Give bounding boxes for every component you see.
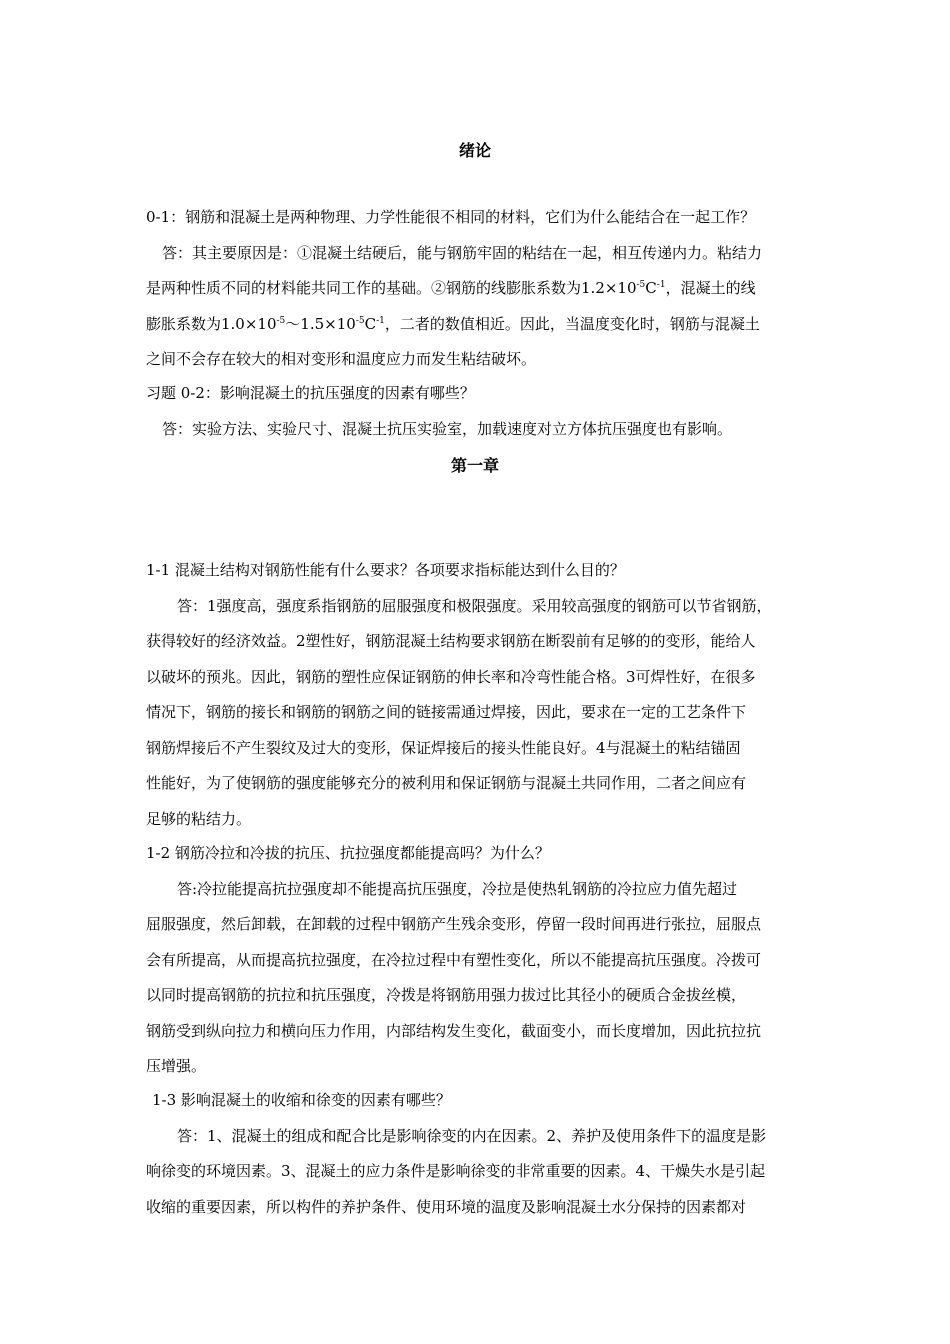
exponent-4: -5 <box>355 316 365 326</box>
answer-1-2-line: 压增强。 <box>146 1057 207 1075</box>
question-1-2: 1-2 钢筋冷拉和冷拔的抗压、抗拉强度都能提高吗？为什么？ <box>146 844 550 862</box>
answer-1-1-line: 以破坏的预兆。因此，钢筋的塑性应保证钢筋的伸长率和冷弯性能合格。3可焊性好，在很多 <box>146 668 756 686</box>
answer-1-1-line: 钢筋焊接后不产生裂纹及过大的变形，保证焊接后的接头性能良好。4与混凝土的粘结锚固 <box>146 739 741 757</box>
answer-1-1-line: 性能好，为了使钢筋的强度能够充分的被利用和保证钢筋与混凝土共同作用，二者之间应有 <box>146 774 747 792</box>
answer-1-2-line: 答:冷拉能提高抗拉强度却不能提高抗压强度，冷拉是使热轧钢筋的冷拉应力值先超过 <box>177 880 738 898</box>
answer-0-1-line-2-text-a: 是两种性质不同的材料能共同工作的基础。②钢筋的线膨胀系数为1.2×10 <box>146 279 637 297</box>
exponent-1: -5 <box>636 280 646 290</box>
chapter-1-title: 第一章 <box>450 456 499 475</box>
answer-0-1-line-2-text-b: C <box>645 279 657 297</box>
answer-1-1-line: 获得较好的经济效益。2塑性好，钢筋混凝土结构要求钢筋在断裂前有足够的的变形，能给人 <box>146 632 756 650</box>
question-1-3: 1-3 影响混凝土的收缩和徐变的因素有哪些？ <box>152 1091 451 1109</box>
answer-0-1-line-4: 之间不会存在较大的相对变形和温度应力而发生粘结破坏。 <box>146 350 537 368</box>
exponent-3: -5 <box>276 316 286 326</box>
exponent-5: -1 <box>376 316 385 326</box>
answer-0-1-line-3-text-d: ，二者的数值相近。因此，当温度变化时，钢筋与混凝土 <box>384 315 760 333</box>
answer-1-2-line: 钢筋受到纵向拉力和横向压力作用，内部结构发生变化，截面变小，而长度增加，因此抗拉抗 <box>146 1022 762 1040</box>
answer-1-3-line: 收缩的重要因素，所以构件的养护条件、使用环境的温度及影响混凝土水分保持的因素都对 <box>146 1198 747 1216</box>
question-0-1: 0-1：钢筋和混凝土是两种物理、力学性能很不相同的材料，它们为什么能结合在一起工作？ <box>146 208 756 226</box>
answer-1-3-line: 响徐变的环境因素。3、混凝土的应力条件是影响徐变的非常重要的因素。4、干燥失水是引起 <box>146 1162 766 1180</box>
intro-title: 绪论 <box>458 141 491 160</box>
answer-1-1-line: 情况下，钢筋的接长和钢筋的钢筋之间的链接需通过焊接，因此，要求在一定的工艺条件下 <box>146 703 747 721</box>
answer-0-1-line-3 <box>146 314 760 334</box>
answer-1-2-line: 会有所提高，从而提高抗拉强度，在冷拉过程中有塑性变化，所以不能提高抗压强度。冷拨可 <box>146 951 762 969</box>
answer-1-2-line: 屈服强度，然后卸载，在卸载的过程中钢筋产生残余变形，停留一段时间再进行张拉，屈服点 <box>146 915 762 933</box>
answer-0-1-line-3-text-c: C <box>364 315 377 333</box>
answer-0-1-line-2-text-c: ，混凝土的线 <box>665 279 756 297</box>
answer-1-1-line: 答：1强度高，强度系指钢筋的屈服强度和极限强度。采用较高强度的钢筋可以节省钢筋， <box>177 597 772 615</box>
answer-0-1-line-2 <box>146 278 756 298</box>
answer-1-1-line: 足够的粘结力。 <box>146 810 252 828</box>
answer-1-3-line: 答：1、混凝土的组成和配合比是影响徐变的内在因素。2、养护及使用条件下的温度是影 <box>177 1127 767 1145</box>
answer-0-1-line-1: 答：其主要原因是：①混凝土结硬后，能与钢筋牢固的粘结在一起，相互传递内力。粘结力 <box>162 244 763 262</box>
answer-0-2: 答：实验方法、实验尺寸、混凝土抗压实验室，加载速度对立方体抗压强度也有影响。 <box>162 420 733 438</box>
answer-1-2-line: 以同时提高钢筋的抗拉和抗压强度，冷拨是将钢筋用强力拔过比其径小的硬质合金拔丝模， <box>146 986 747 1004</box>
question-1-1: 1-1 混凝土结构对钢筋性能有什么要求？各项要求指标能达到什么目的？ <box>146 561 625 579</box>
answer-0-1-line-3-text-a: 膨胀系数为1.0×10 <box>146 315 277 333</box>
answer-0-1-line-3-text-b: ～1.5×10 <box>285 315 356 333</box>
question-0-2: 习题 0-2：影响混凝土的抗压强度的因素有哪些？ <box>146 384 475 402</box>
exponent-2: -1 <box>656 280 666 290</box>
